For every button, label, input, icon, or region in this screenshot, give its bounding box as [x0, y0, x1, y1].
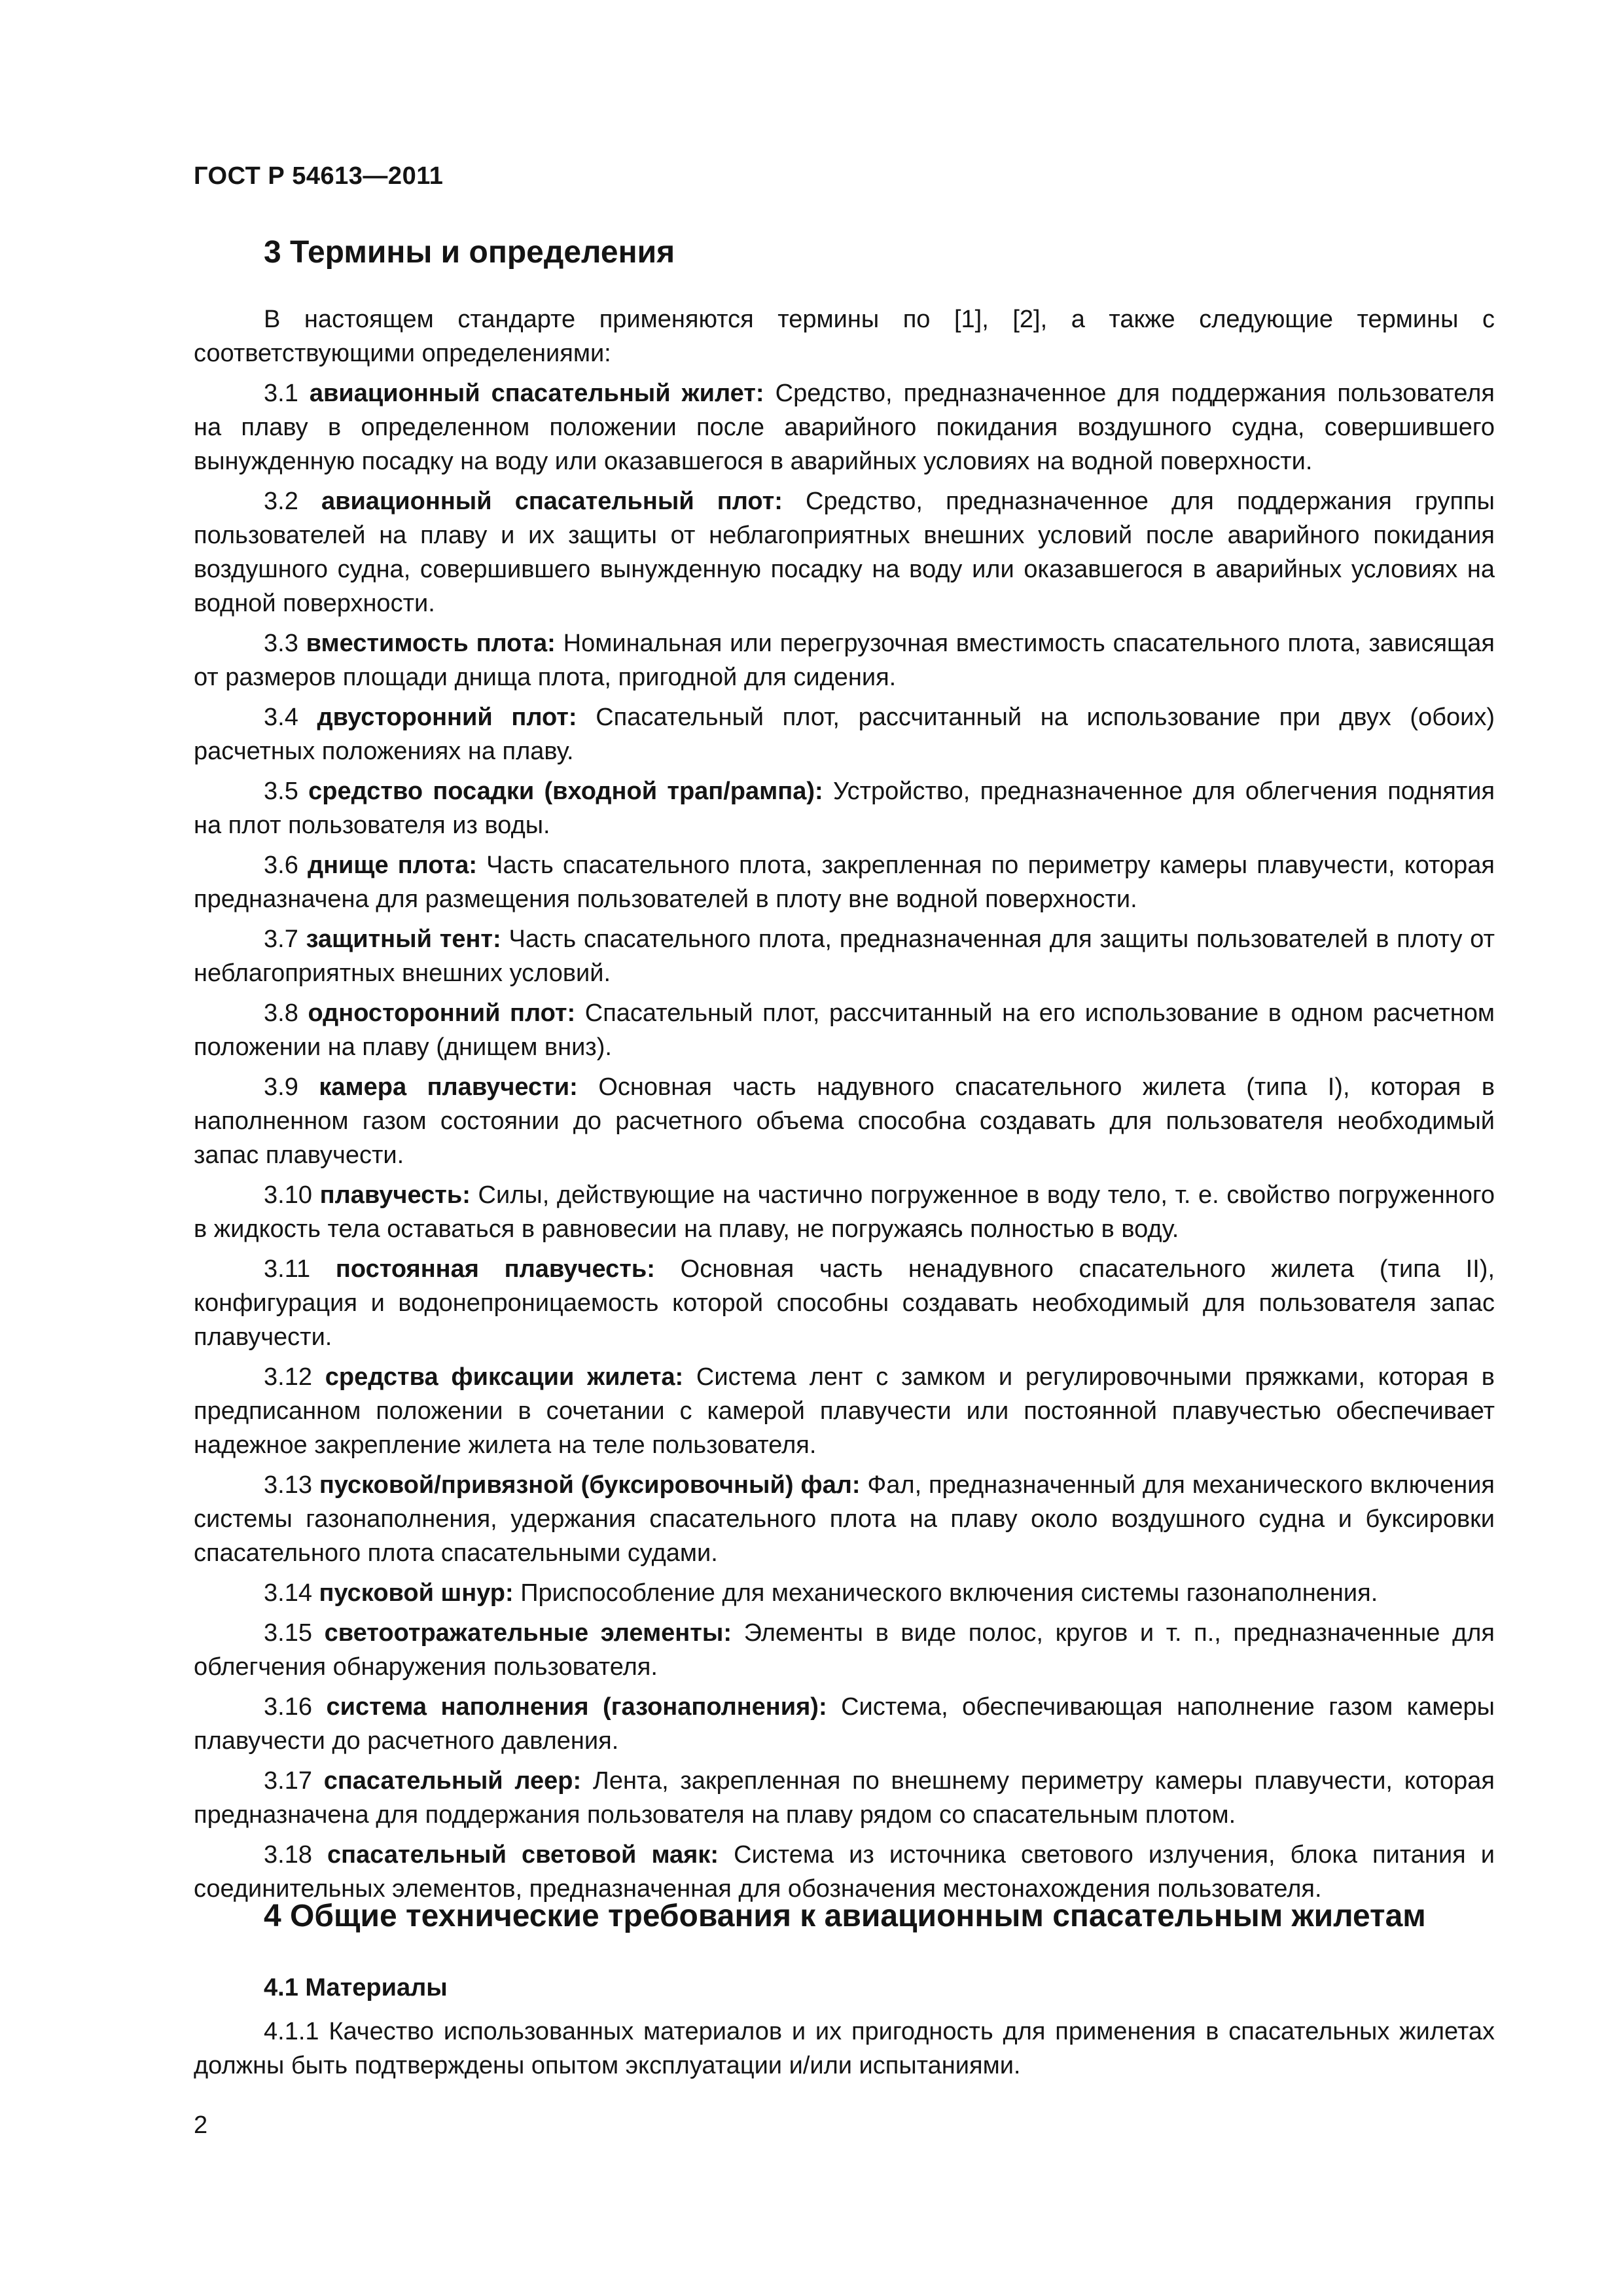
term-definition — [194, 922, 1495, 990]
term-name: светоотражательные элементы: — [324, 1619, 732, 1647]
term-number: 3.7 — [264, 925, 298, 953]
document-id-header: ГОСТ Р 54613—2011 — [194, 162, 444, 190]
section-3-heading: 3 Термины и определения — [264, 235, 675, 270]
term-definition — [194, 848, 1495, 916]
term-definition — [194, 1576, 1495, 1610]
term-name: спасательный леер: — [323, 1767, 582, 1795]
term-definition — [194, 774, 1495, 842]
term-number: 3.5 — [264, 778, 298, 805]
page-number: 2 — [194, 2111, 208, 2139]
term-definition — [194, 1468, 1495, 1570]
term-number: 3.18 — [264, 1841, 312, 1869]
term-name: односторонний плот: — [308, 999, 576, 1027]
term-definition — [194, 1616, 1495, 1684]
term-definition — [194, 1360, 1495, 1462]
term-number: 3.15 — [264, 1619, 312, 1647]
section-3-body — [194, 302, 1495, 1912]
term-definition — [194, 626, 1495, 694]
term-name: авиационный спасательный плот: — [321, 488, 783, 515]
term-definition-text: Спасательный плот, рассчитанный на его использование в одном расчетном положении на плаву (днищем вниз). — [194, 999, 1495, 1061]
paragraph-4-1-1 — [194, 2015, 1495, 2083]
paragraph-text: Качество использованных материалов и их пригодность для применения в спасательных жилетах должны быть подтверждены опытом эксплуатации и/или испытаниями. — [194, 2018, 1495, 2079]
term-name: плавучесть: — [319, 1181, 471, 1209]
term-definition-text: Силы, действующие на частично погруженное в воду тело, т. е. свойство погруженного в жидкость тела оставаться в равновесии на плаву, не погружаясь полностью в воду. — [194, 1181, 1495, 1243]
section-4-heading: 4 Общие технические требования к авиационным спасательным жилетам — [264, 1899, 1426, 1933]
term-definition-text: Система лент с замком и регулировочными пряжками, которая в предписанном положении в сочетании с камерой плавучести или постоянной плавучестью обеспечивает надежное закрепление жилета на теле пользователя. — [194, 1363, 1495, 1459]
term-number: 3.1 — [264, 380, 298, 407]
term-name: двусторонний плот: — [317, 704, 577, 731]
term-definition-text: Система, обеспечивающая наполнение газом камеры плавучести до расчетного давления. — [194, 1693, 1495, 1755]
term-name: средство посадки (входной трап/рампа): — [308, 778, 823, 805]
term-definition-text: Спасательный плот, рассчитанный на использование при двух (обоих) расчетных положениях на плаву. — [194, 704, 1495, 765]
term-name: постоянная плавучесть: — [335, 1255, 655, 1283]
term-name: средства фиксации жилета: — [325, 1363, 684, 1391]
term-name: пусковой шнур: — [319, 1579, 514, 1607]
term-number: 3.8 — [264, 999, 298, 1027]
term-definition-text: Основная часть надувного спасательного жилета (типа I), которая в наполненном газом состоянии до расчетного объема способна создавать для пользователя необходимый запас плавучести. — [194, 1073, 1495, 1169]
term-name: днище плота: — [307, 852, 477, 879]
term-definition — [194, 700, 1495, 768]
term-definition-text: Приспособление для механического включения системы газонаполнения. — [520, 1579, 1378, 1607]
term-name: пусковой/привязной (буксировочный) фал: — [319, 1471, 861, 1499]
term-number: 3.2 — [264, 488, 298, 515]
terms-list — [194, 376, 1495, 1906]
term-definition-text: Лента, закрепленная по внешнему периметру камеры плавучести, которая предназначена для поддержания пользователя на плаву рядом со спасательным плотом. — [194, 1767, 1495, 1829]
term-definition — [194, 996, 1495, 1064]
term-number: 3.3 — [264, 630, 298, 657]
term-definition-text: Средство, предназначенное для поддержания пользователя на плаву в определенном положении после аварийного покидания воздушного судна, совершившего вынужденную посадку на воду или оказавшегося в аварийных условиях на водной поверхности. — [194, 380, 1495, 475]
term-definition-text: Устройство, предназначенное для облегчения поднятия на плот пользователя из воды. — [194, 778, 1495, 839]
term-number: 3.16 — [264, 1693, 312, 1721]
term-name: система наполнения (газонаполнения): — [326, 1693, 827, 1721]
term-definition — [194, 1690, 1495, 1758]
term-number: 3.4 — [264, 704, 298, 731]
term-number: 3.6 — [264, 852, 298, 879]
term-number: 3.11 — [264, 1255, 311, 1283]
paragraph-number: 4.1.1 — [264, 2018, 319, 2045]
term-definition-text: Основная часть ненадувного спасательного жилета (типа II), конфигурация и водонепроницаемость которой способны создавать необходимый для пользователя запас плавучести. — [194, 1255, 1495, 1351]
term-name: спасательный световой маяк: — [327, 1841, 719, 1869]
term-name: вместимость плота: — [306, 630, 556, 657]
term-definition-text: Средство, предназначенное для поддержания группы пользователей на плаву и их защиты от неблагоприятных внешних условий после аварийного покидания воздушного судна, совершившего вынужденную посадку на воду или оказавшегося в аварийных условиях на водной поверхности. — [194, 488, 1495, 617]
term-number: 3.10 — [264, 1181, 312, 1209]
term-definition-text: Фал, предназначенный для механического включения системы газонаполнения, удержания спасательного плота на плаву около воздушного судна и буксировки спасательного плота спасательными судами. — [194, 1471, 1495, 1567]
term-definition — [194, 1252, 1495, 1354]
term-definition — [194, 1178, 1495, 1246]
term-number: 3.9 — [264, 1073, 298, 1101]
term-definition — [194, 484, 1495, 620]
term-definition-text: Номинальная или перегрузочная вместимость спасательного плота, зависящая от размеров площади днища плота, пригодной для сидения. — [194, 630, 1495, 691]
term-definition — [194, 1764, 1495, 1832]
term-number: 3.17 — [264, 1767, 312, 1795]
term-definition — [194, 1838, 1495, 1906]
term-definition — [194, 376, 1495, 478]
section-3-intro: В настоящем стандарте применяются термины по [1], [2], а также следующие термины с соответствующими определениями: — [194, 306, 1495, 367]
subsection-4-1-heading: 4.1 Материалы — [264, 1974, 448, 2001]
section-4-body — [194, 2015, 1495, 2089]
term-number: 3.14 — [264, 1579, 312, 1607]
term-definition-text: Система из источника светового излучения, блока питания и соединительных элементов, предназначенная для обозначения местонахождения пользователя. — [194, 1841, 1495, 1903]
term-definition-text: Элементы в виде полос, кругов и т. п., предназначенные для облегчения обнаружения пользователя. — [194, 1619, 1495, 1681]
term-name: камера плавучести: — [319, 1073, 578, 1101]
term-definition-text: Часть спасательного плота, закрепленная по периметру камеры плавучести, которая предназначена для размещения пользователей в плоту вне водной поверхности. — [194, 852, 1495, 913]
term-number: 3.12 — [264, 1363, 312, 1391]
term-name: защитный тент: — [306, 925, 501, 953]
term-definition — [194, 1070, 1495, 1172]
term-number: 3.13 — [264, 1471, 312, 1499]
term-name: авиационный спасательный жилет: — [309, 380, 764, 407]
term-definition-text: Часть спасательного плота, предназначенная для защиты пользователей в плоту от неблагоприятных внешних условий. — [194, 925, 1495, 987]
